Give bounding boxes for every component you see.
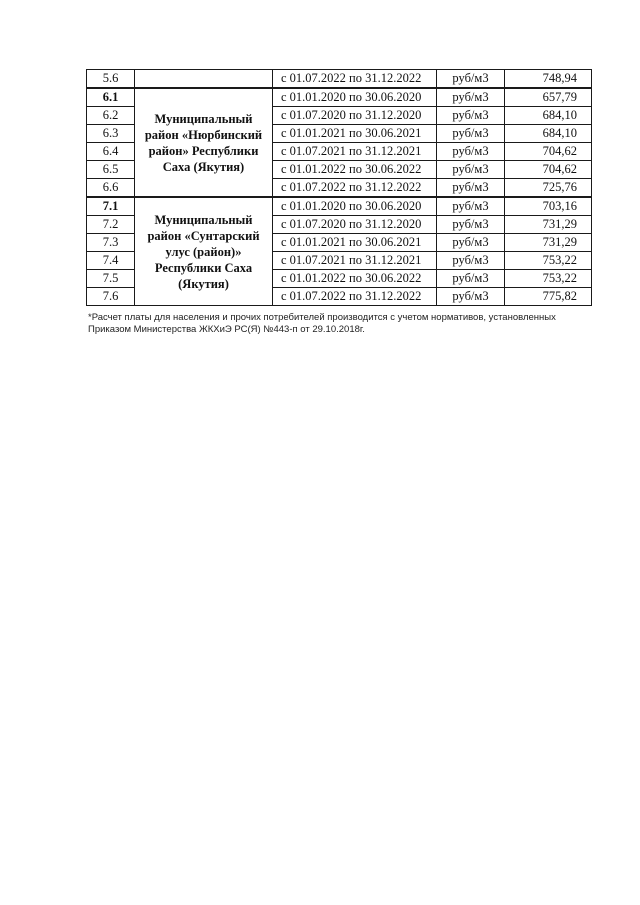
municipality-name xyxy=(135,70,273,89)
table-row xyxy=(87,70,592,89)
tariff-value: 704,62 xyxy=(505,161,592,179)
unit: руб/м3 xyxy=(437,125,505,143)
tariff-value: 703,16 xyxy=(505,197,592,216)
municipality-name: Муниципальный район «Сунтарский улус (район)» Республики Саха (Якутия) xyxy=(135,197,273,306)
row-number: 7.3 xyxy=(87,234,135,252)
footnote-line-2: Приказом Министерства ЖКХиЭ РС(Я) №443-п от 29.10.2018г. xyxy=(88,324,365,335)
row-number: 6.1 xyxy=(87,88,135,107)
footnote-line-1: *Расчет платы для населения и прочих потребителей производится с учетом нормативов, установленных xyxy=(88,312,556,323)
validity-period: с 01.07.2022 по 31.12.2022 xyxy=(273,179,437,198)
table-row xyxy=(87,88,592,107)
tariff-value: 731,29 xyxy=(505,234,592,252)
unit: руб/м3 xyxy=(437,216,505,234)
tariff-value: 748,94 xyxy=(505,70,592,89)
row-number: 6.5 xyxy=(87,161,135,179)
validity-period: с 01.07.2022 по 31.12.2022 xyxy=(273,288,437,306)
tariff-value: 704,62 xyxy=(505,143,592,161)
unit: руб/м3 xyxy=(437,161,505,179)
tariff-value: 775,82 xyxy=(505,288,592,306)
validity-period: с 01.07.2020 по 31.12.2020 xyxy=(273,107,437,125)
validity-period: с 01.01.2021 по 30.06.2021 xyxy=(273,125,437,143)
row-number: 7.1 xyxy=(87,197,135,216)
tariff-table-body xyxy=(87,70,592,306)
unit: руб/м3 xyxy=(437,252,505,270)
row-number: 6.6 xyxy=(87,179,135,198)
unit: руб/м3 xyxy=(437,234,505,252)
row-number: 6.2 xyxy=(87,107,135,125)
row-number: 7.2 xyxy=(87,216,135,234)
unit: руб/м3 xyxy=(437,107,505,125)
tariff-value: 684,10 xyxy=(505,125,592,143)
unit: руб/м3 xyxy=(437,288,505,306)
validity-period: с 01.01.2022 по 30.06.2022 xyxy=(273,270,437,288)
validity-period: с 01.07.2020 по 31.12.2020 xyxy=(273,216,437,234)
validity-period: с 01.07.2022 по 31.12.2022 xyxy=(273,70,437,89)
tariff-table xyxy=(86,69,592,306)
validity-period: с 01.01.2020 по 30.06.2020 xyxy=(273,88,437,107)
unit: руб/м3 xyxy=(437,88,505,107)
tariff-value: 657,79 xyxy=(505,88,592,107)
validity-period: с 01.07.2021 по 31.12.2021 xyxy=(273,143,437,161)
tariff-value: 725,76 xyxy=(505,179,592,198)
row-number: 5.6 xyxy=(87,70,135,89)
tariff-value: 753,22 xyxy=(505,252,592,270)
validity-period: с 01.01.2021 по 30.06.2021 xyxy=(273,234,437,252)
tariff-value: 753,22 xyxy=(505,270,592,288)
unit: руб/м3 xyxy=(437,270,505,288)
unit: руб/м3 xyxy=(437,197,505,216)
footnote xyxy=(88,312,588,336)
tariff-value: 731,29 xyxy=(505,216,592,234)
municipality-name: Муниципальный район «Нюрбинский район» Республики Саха (Якутия) xyxy=(135,88,273,197)
row-number: 6.3 xyxy=(87,125,135,143)
unit: руб/м3 xyxy=(437,143,505,161)
validity-period: с 01.01.2022 по 30.06.2022 xyxy=(273,161,437,179)
row-number: 7.6 xyxy=(87,288,135,306)
tariff-value: 684,10 xyxy=(505,107,592,125)
unit: руб/м3 xyxy=(437,179,505,198)
table-row xyxy=(87,197,592,216)
unit: руб/м3 xyxy=(437,70,505,89)
row-number: 7.5 xyxy=(87,270,135,288)
validity-period: с 01.07.2021 по 31.12.2021 xyxy=(273,252,437,270)
row-number: 7.4 xyxy=(87,252,135,270)
row-number: 6.4 xyxy=(87,143,135,161)
validity-period: с 01.01.2020 по 30.06.2020 xyxy=(273,197,437,216)
